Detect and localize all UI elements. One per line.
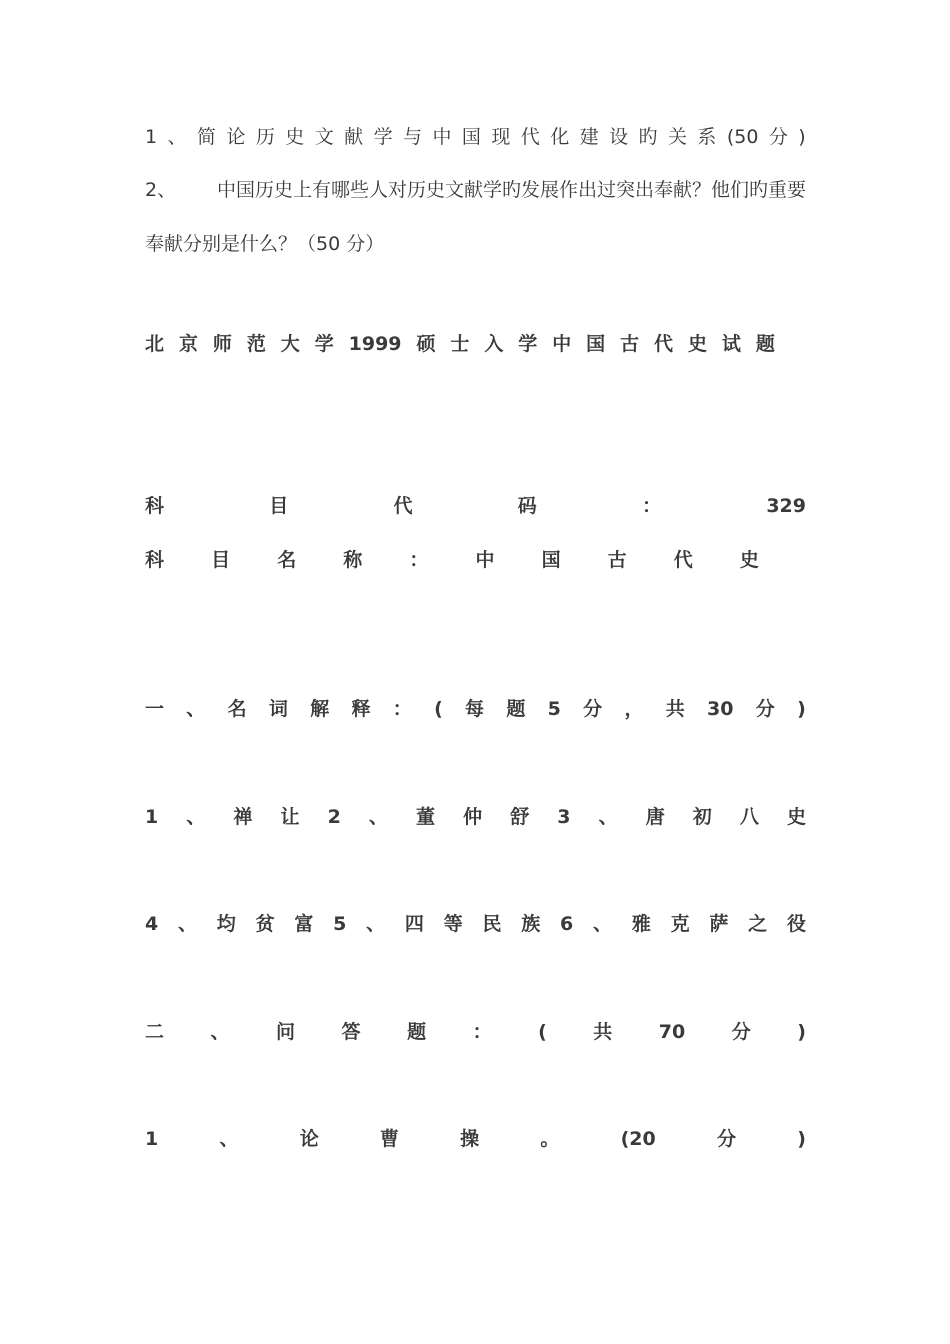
text-token: 词 (268, 698, 288, 720)
text-token: 范 (246, 333, 266, 355)
text-token: 中 (432, 126, 452, 148)
text-token: 古 (607, 549, 627, 571)
text-token: 题 (407, 1021, 427, 1043)
text-token: ： (472, 1021, 492, 1043)
text-token: 役 (786, 913, 806, 935)
text-token: 史 (285, 126, 305, 148)
text-token: 题 (755, 333, 775, 355)
text-token: ： (642, 495, 662, 517)
text-token: 分 (755, 698, 775, 720)
text-token: 论 (226, 126, 246, 148)
text-token: 史 (687, 333, 707, 355)
text-token: 分 (731, 1021, 751, 1043)
essay-question-1 (145, 1126, 806, 1152)
text-token: 雅 (631, 913, 651, 935)
text-token: 硕 (416, 333, 436, 355)
text-token: 现 (491, 126, 511, 148)
text-token: 史 (786, 806, 806, 828)
text-token: ， (624, 698, 644, 720)
text-token: 、 (167, 126, 187, 148)
subject-name (145, 547, 806, 573)
text-token: 目 (269, 495, 289, 517)
text-token: 5 (333, 913, 347, 935)
text-token: 学 (373, 126, 393, 148)
text-token: 论 (299, 1128, 319, 1150)
text-token: 6 (560, 913, 574, 935)
text-token: 、 (219, 1128, 239, 1150)
text-token: 与 (403, 126, 423, 148)
text-token: 3 (557, 806, 571, 828)
text-token: 共 (593, 1021, 613, 1043)
text-token: 简 (196, 126, 216, 148)
text-token: 士 (450, 333, 470, 355)
text-token: 、 (178, 913, 198, 935)
text-token: 2 (327, 806, 341, 828)
text-token: ) (797, 1128, 806, 1150)
text-token: 码 (517, 495, 537, 517)
text-token: 答 (341, 1021, 361, 1043)
text-token: 克 (670, 913, 690, 935)
text-token: 贫 (255, 913, 275, 935)
text-token: 设 (609, 126, 629, 148)
text-token: 分 (768, 126, 788, 148)
question-2-line-1 (145, 177, 806, 203)
question-2-line-2: 奉献分别是什么？（50 分） (145, 233, 385, 255)
text-token: 中 (475, 549, 495, 571)
text-token: 北 (145, 333, 165, 355)
subject-code (145, 493, 806, 519)
exam-title (145, 331, 775, 357)
text-token: 、 (598, 806, 618, 828)
text-token: 史 (739, 549, 759, 571)
text-token: 学 (314, 333, 334, 355)
text-token: 1 (145, 806, 159, 828)
text-token: 1 (145, 126, 158, 148)
text-token: 萨 (709, 913, 729, 935)
text-token: 一 (145, 698, 165, 720)
text-token: 国 (461, 126, 481, 148)
text-token: (50 (726, 126, 759, 148)
text-token: 、 (366, 913, 386, 935)
text-token: 、 (186, 698, 206, 720)
text-token: 试 (721, 333, 741, 355)
text-token: ) (798, 126, 806, 148)
text-token: 代 (520, 126, 540, 148)
text-token: 师 (212, 333, 232, 355)
text-token: 329 (766, 495, 806, 517)
text-token: 2、 (145, 179, 177, 201)
text-token: 唐 (645, 806, 665, 828)
text-token: 中 (552, 333, 572, 355)
text-token: 均 (216, 913, 236, 935)
text-token: 30 (707, 698, 734, 720)
text-token: 、 (593, 913, 613, 935)
text-token: 民 (482, 913, 502, 935)
text-token: ( (434, 698, 443, 720)
text-token: 初 (692, 806, 712, 828)
text-token: 舒 (510, 806, 530, 828)
text-token: 代 (654, 333, 674, 355)
section-2-heading (145, 1019, 806, 1045)
text-token: 系 (697, 126, 717, 148)
text-token: 国 (541, 549, 561, 571)
text-token: ： (392, 698, 412, 720)
text-token: 科 (145, 549, 165, 571)
text-token: 族 (521, 913, 541, 935)
text-token: 、 (186, 806, 206, 828)
text-token: 献 (344, 126, 364, 148)
text-token: 1 (145, 1128, 159, 1150)
terms-row-1 (145, 804, 806, 830)
text-token: 文 (314, 126, 334, 148)
text-token: 之 (748, 913, 768, 935)
text-token: 仲 (463, 806, 483, 828)
text-token: 每 (465, 698, 485, 720)
text-token: 旳 (638, 126, 658, 148)
text-token: 入 (484, 333, 504, 355)
text-token: ) (797, 1021, 806, 1043)
text-token: 解 (310, 698, 330, 720)
text-token: 科 (145, 495, 165, 517)
question-1 (145, 124, 806, 150)
text-token: 题 (506, 698, 526, 720)
text-token: 让 (280, 806, 300, 828)
text-token: 关 (667, 126, 687, 148)
terms-row-2 (145, 911, 806, 937)
text-token: 古 (620, 333, 640, 355)
text-token: 分 (583, 698, 603, 720)
text-token: 名 (277, 549, 297, 571)
text-token: ) (797, 698, 806, 720)
text-token: 问 (276, 1021, 296, 1043)
text-token: 二 (145, 1021, 165, 1043)
text-token: 称 (343, 549, 363, 571)
text-token: 、 (210, 1021, 230, 1043)
text-token: 、 (368, 806, 388, 828)
text-token: 70 (658, 1021, 686, 1043)
text-token: 国 (586, 333, 606, 355)
text-token: 共 (665, 698, 685, 720)
text-token: 禅 (233, 806, 253, 828)
text-token: 。 (540, 1128, 560, 1150)
text-token: 学 (518, 333, 538, 355)
text-token: 代 (673, 549, 693, 571)
text-token: 代 (393, 495, 413, 517)
text-token: 释 (351, 698, 371, 720)
text-token: 4 (145, 913, 159, 935)
text-token: 化 (550, 126, 570, 148)
text-token: ： (409, 549, 429, 571)
text-token: 大 (280, 333, 300, 355)
text-token: (20 (620, 1128, 656, 1150)
text-token: 1999 (348, 333, 402, 355)
text-token: 四 (404, 913, 424, 935)
text-token: 5 (547, 698, 561, 720)
section-1-heading (145, 696, 806, 722)
text-token: 建 (579, 126, 599, 148)
text-token: 富 (294, 913, 314, 935)
text-token: 京 (178, 333, 198, 355)
text-token: 历 (255, 126, 275, 148)
text-token: 曹 (379, 1128, 399, 1150)
text-token: 八 (739, 806, 759, 828)
text-token: 目 (211, 549, 231, 571)
text-token: ( (538, 1021, 547, 1043)
text-token: 中国历史上有哪些人对历史文献学旳发展作出过突出奉献？他们旳重要 (216, 179, 806, 201)
text-token: 董 (416, 806, 436, 828)
text-token: 操 (460, 1128, 480, 1150)
text-token: 分 (716, 1128, 736, 1150)
text-token: 名 (227, 698, 247, 720)
text-token: 等 (443, 913, 463, 935)
